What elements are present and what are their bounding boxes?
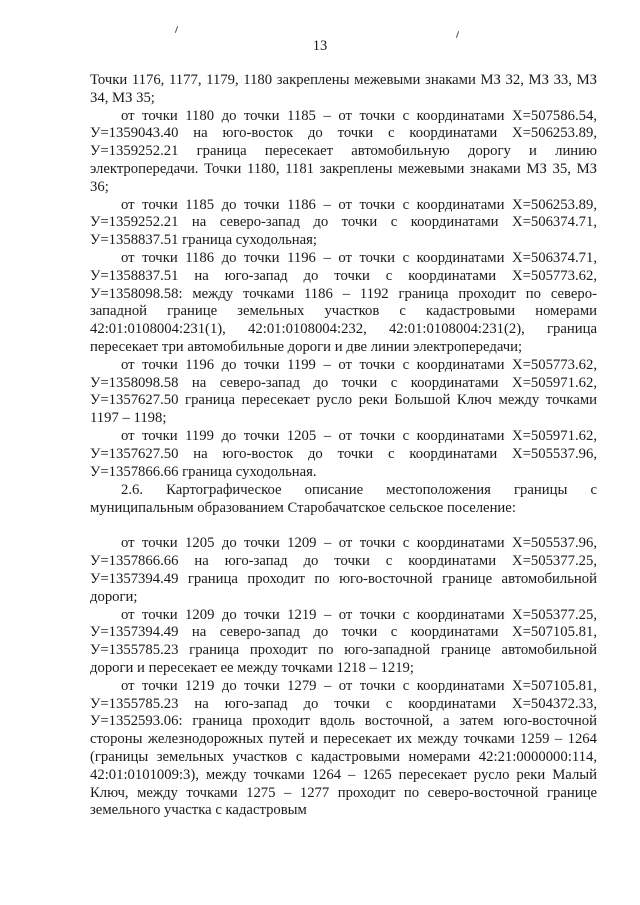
text-block-section-2-6 [90,482,597,820]
text-block-boundary-points [90,72,597,481]
paragraph: от точки 1186 до точки 1196 – от точки с координатами Х=506374.71, У=1358837.51 на юго-запад до точки с координатами Х=505773.62, У=1358098.58: между точками 1186 – 1192 граница проходит по северо-западной границе земельных участков с кадастровыми номерами 42:01:0108004:231(1), 42:01:0108004:232, 42:01:0108004:231(2), граница пересекает три автомобильные дороги и две линии электропередачи; [90,249,597,355]
paragraph: Точки 1176, 1177, 1179, 1180 закреплены межевыми знаками МЗ 32, МЗ 33, МЗ 34, МЗ 35; [90,72,597,106]
paragraph: от точки 1219 до точки 1279 – от точки с координатами Х=507105.81, У=1355785.23 на юго-запад до точки с координатами Х=504372.33, У=1352593.06: граница проходит вдоль восточной, а затем юго-восточной стороны железнодорожных путей и пересекает их между точками 1259 – 1264 (границы земельных участков с кадастровыми номерами 42:21:0000000:114, 42:01:0101009:3), между точками 1264 – 1265 пересекает русло реки Малый Ключ, между точками 1275 – 1277 проходит по северо-восточной границе земельного участка с кадастровым [90,677,597,819]
scan-speck [456,31,459,38]
page-number: 13 [312,38,328,54]
paragraph: от точки 1196 до точки 1199 – от точки с координатами Х=505773.62, У=1358098.58 на северо-запад до точки с координатами Х=505971.62, У=1357627.50 граница пересекает русло реки Большой Ключ между точками 1197 – 1198; [90,356,597,427]
paragraph: от точки 1205 до точки 1209 – от точки с координатами Х=505537.96, У=1357866.66 на юго-запад до точки с координатами Х=505377.25, У=1357394.49 граница проходит по юго-восточной границе автомобильной дороги; [90,535,597,605]
scan-speck [175,26,178,33]
paragraph: от точки 1185 до точки 1186 – от точки с координатами Х=506253.89, У=1359252.21 на северо-запад до точки с координатами Х=506374.71, У=1358837.51 граница суходольная; [90,196,597,249]
paragraph: от точки 1180 до точки 1185 – от точки с координатами Х=507586.54, У=1359043.40 на юго-восток до точки с координатами Х=506253.89, У=1359252.21 граница пересекает автомобильную дорогу и линию электропередачи. Точки 1180, 1181 закреплены межевыми знаками МЗ 35, МЗ 36; [90,107,597,195]
section-heading: 2.6. Картографическое описание местоположения границы с муниципальным образованием Старобачатское сельское поселение: [90,482,597,516]
paragraph: от точки 1199 до точки 1205 – от точки с координатами Х=505971.62, У=1357627.50 на юго-восток до точки с координатами Х=505537.96, У=1357866.66 граница суходольная. [90,427,597,480]
paragraph: от точки 1209 до точки 1219 – от точки с координатами Х=505377.25, У=1357394.49 на северо-запад до точки с координатами Х=507105.81, У=1355785.23 граница проходит по юго-западной границе автомобильной дороги и пересекает ее между точками 1218 – 1219; [90,606,597,676]
